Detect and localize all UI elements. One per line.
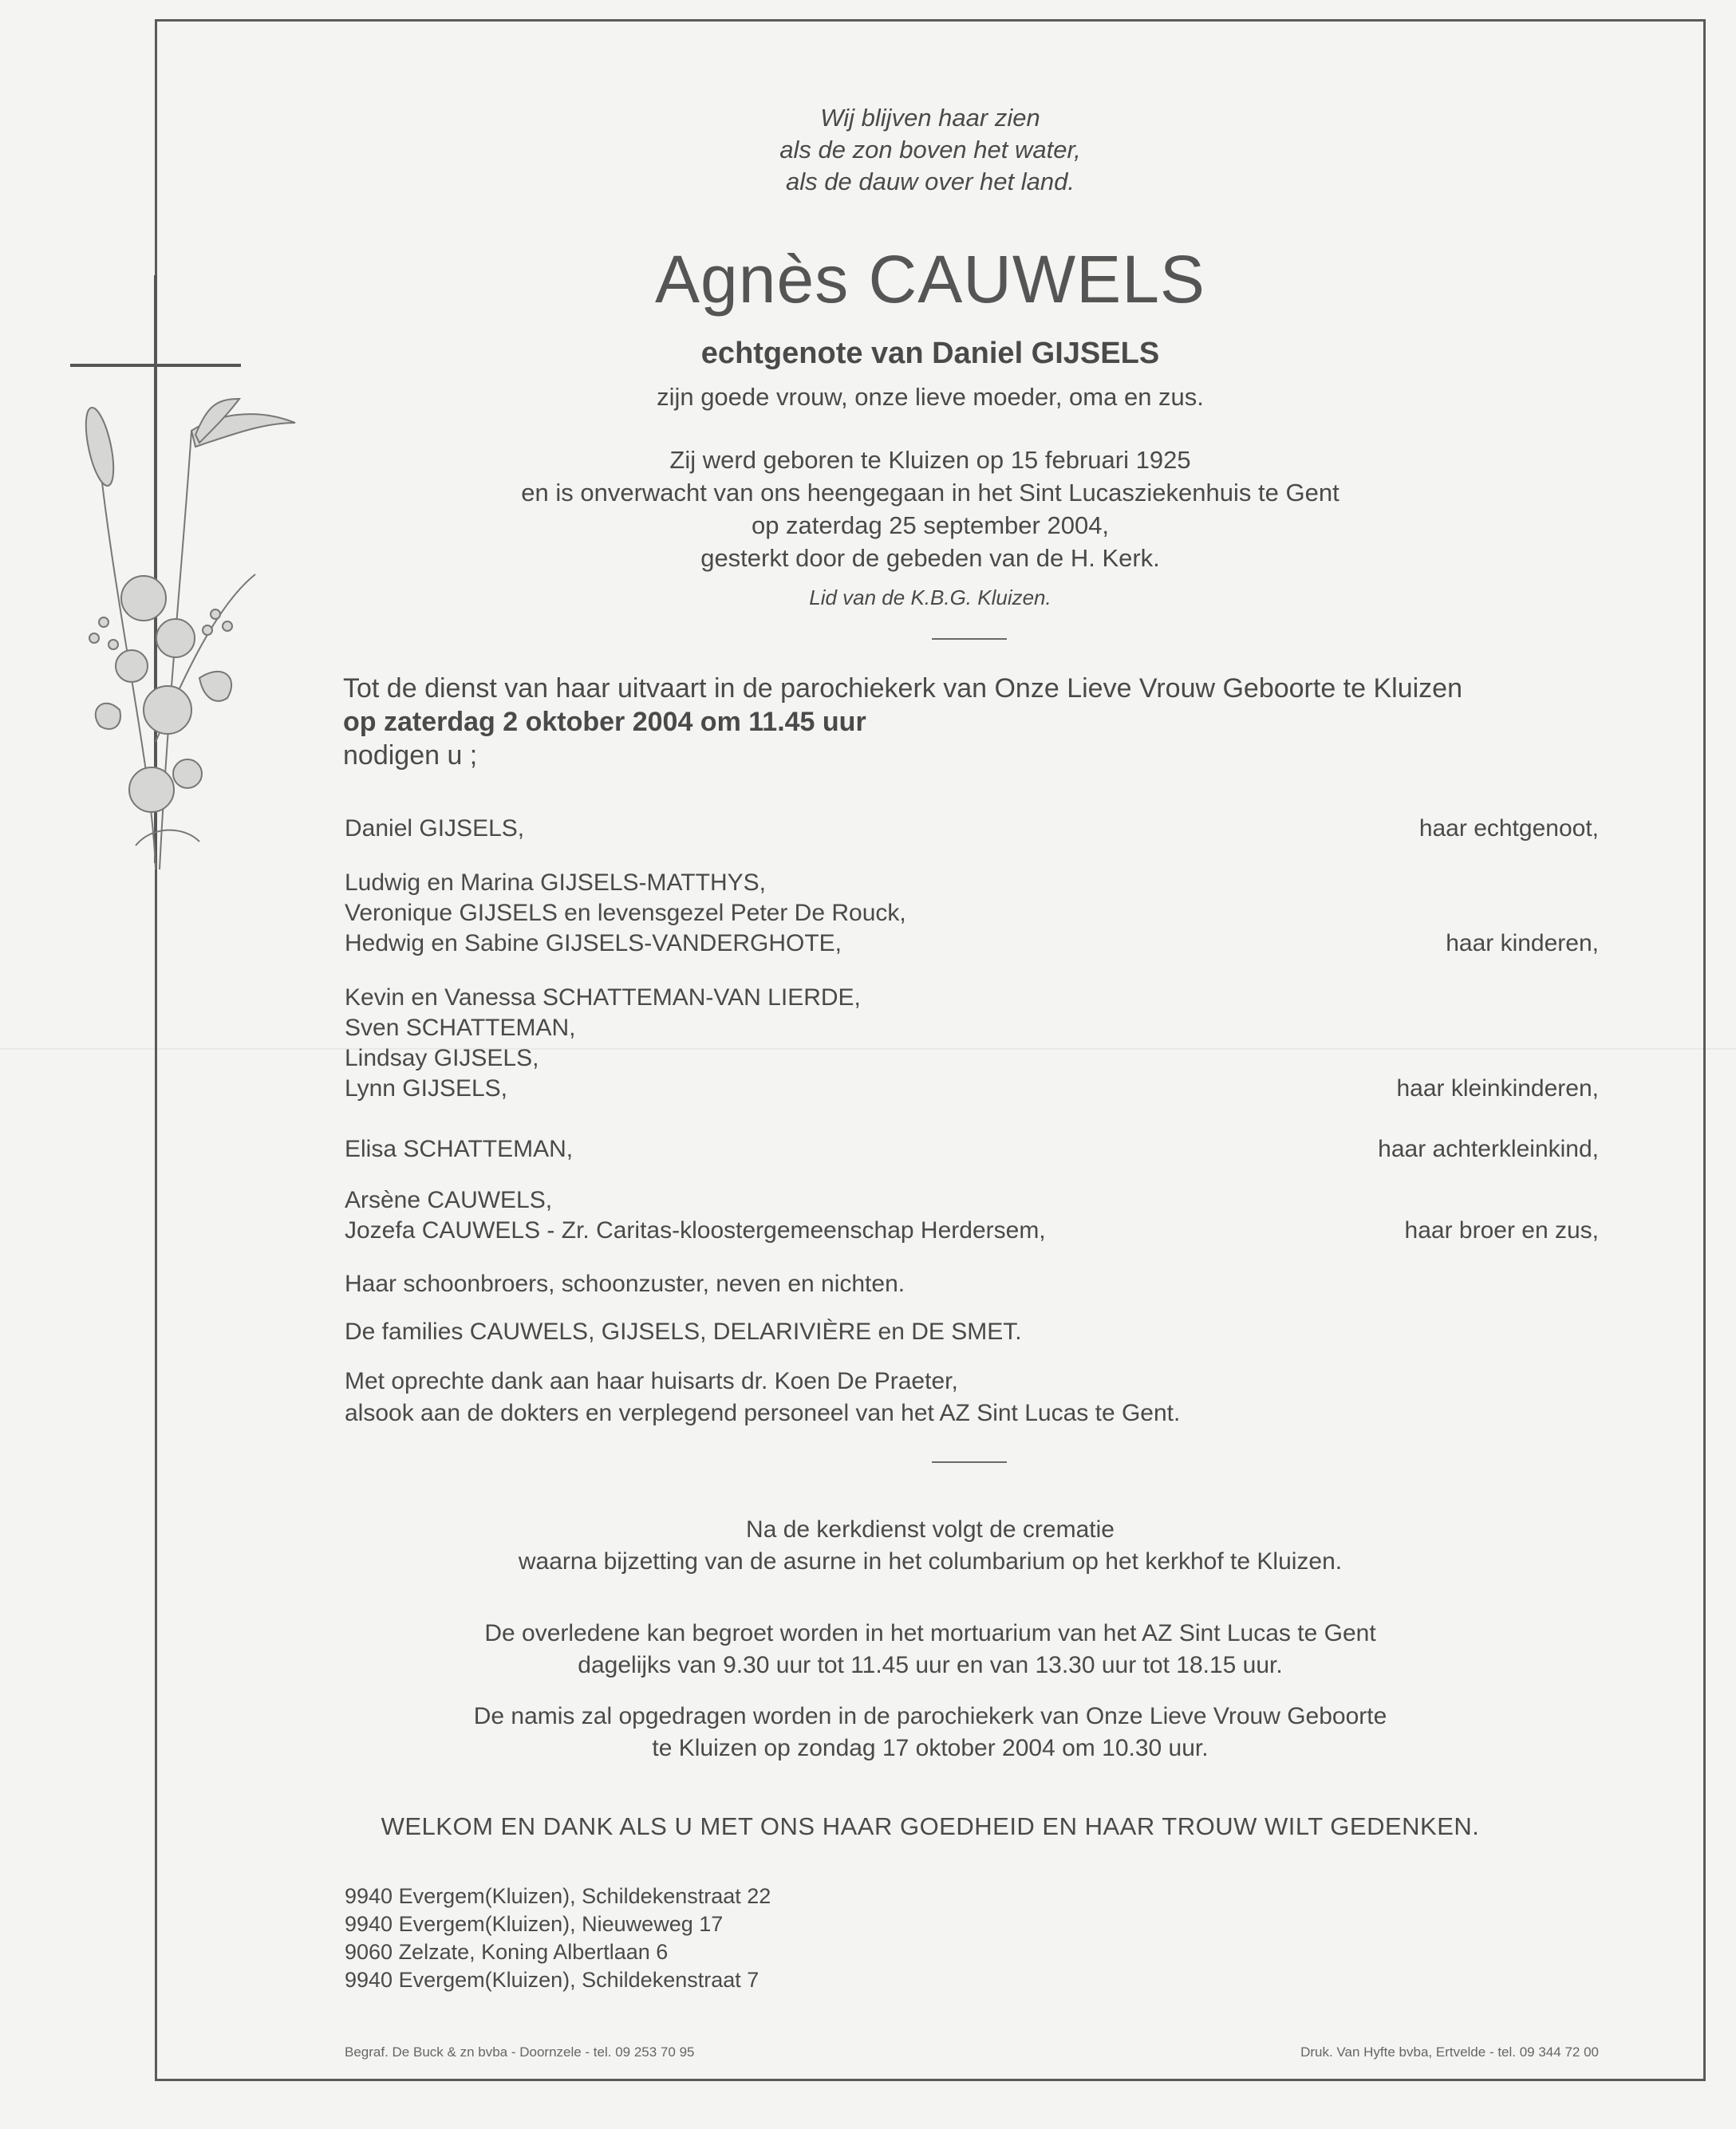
address-line: 9940 Evergem(Kluizen), Schildekenstraat 7 [345, 1968, 760, 1992]
invitation-line: Tot de dienst van haar uitvaart in de parochiekerk van Onze Lieve Vrouw Geboorte te Kluizen [343, 673, 1462, 704]
funeral-date: op zaterdag 2 oktober 2004 om 11.45 uur [343, 707, 866, 737]
poem [155, 102, 1706, 198]
family-group-spouse [345, 814, 524, 844]
birth-death-line: Zij werd geboren te Kluizen op 15 februari 1925 [669, 446, 1191, 474]
address-line: 9940 Evergem(Kluizen), Nieuweweg 17 [345, 1912, 724, 1936]
address-list [345, 1883, 771, 1994]
birth-death-text [155, 444, 1706, 574]
relation-label: haar echtgenoot, [1418, 815, 1599, 842]
thanks-line: alsook aan de dokters en verplegend personeel van het AZ Sint Lucas te Gent. [345, 1400, 1181, 1426]
relation-label: haar broer en zus, [1404, 1217, 1599, 1244]
viewing-line: dagelijks van 9.30 uur tot 11.45 uur en van 13.30 uur tot 18.15 uur. [578, 1652, 1283, 1678]
poem-line: Wij blijven haar zien [820, 104, 1040, 132]
family-group-great-grandchild [345, 1134, 573, 1165]
birth-death-line: gesterkt door de gebeden van de H. Kerk. [700, 544, 1160, 572]
printer-credit: Druk. Van Hyfte bvba, Ertvelde - tel. 09 344 72 00 [1300, 2044, 1599, 2060]
memorial-mass-line: te Kluizen op zondag 17 oktober 2004 om 10.30 uur. [652, 1735, 1209, 1761]
poem-line: als de dauw over het land. [786, 168, 1075, 195]
cremation-text [155, 1514, 1706, 1578]
cremation-line: Na de kerkdienst volgt de crematie [746, 1516, 1115, 1543]
memorial-mass-line: De namis zal opgedragen worden in de parochiekerk van Onze Lieve Vrouw Geboorte [473, 1703, 1387, 1729]
relation-label: haar achterkleinkind, [1378, 1136, 1599, 1162]
invitation-line: nodigen u ; [343, 740, 478, 771]
separator-rule [932, 638, 1007, 640]
birth-death-line: en is onverwacht van ons heengegaan in het Sint Lucasziekenhuis te Gent [521, 479, 1339, 507]
spouse-line: echtgenote van Daniel GIJSELS [700, 337, 1160, 370]
family-member: Jozefa CAUWELS - Zr. Caritas-kloostergemeenschap Herdersem, [345, 1217, 1046, 1244]
thanks-text [345, 1366, 1180, 1429]
relation-label: haar kleinkinderen, [1396, 1075, 1599, 1102]
extended-family-line: Haar schoonbroers, schoonzuster, neven en nichten. [345, 1271, 905, 1297]
viewing-line: De overledene kan begroet worden in het mortuarium van het AZ Sint Lucas te Gent [484, 1620, 1376, 1646]
family-member: Veronique GIJSELS en levensgezel Peter De Rouck, [345, 900, 906, 926]
family-member: Hedwig en Sabine GIJSELS-VANDERGHOTE, [345, 930, 842, 956]
address-line: 9940 Evergem(Kluizen), Schildekenstraat 22 [345, 1884, 771, 1908]
family-member: Elisa SCHATTEMAN, [345, 1136, 574, 1162]
family-member: Lynn GIJSELS, [345, 1075, 507, 1102]
family-group-siblings [345, 1185, 1046, 1246]
deceased-name: Agnès CAUWELS [655, 242, 1205, 317]
family-member: Arsène CAUWELS, [345, 1187, 553, 1213]
family-group-grandchildren [345, 983, 861, 1104]
poem-line: als de zon boven het water, [779, 136, 1081, 164]
tagline: zijn goede vrouw, onze lieve moeder, oma en zus. [657, 383, 1204, 411]
family-member: Daniel GIJSELS, [345, 815, 525, 842]
family-member: Sven SCHATTEMAN, [345, 1015, 576, 1041]
family-member: Kevin en Vanessa SCHATTEMAN-VAN LIERDE, [345, 984, 861, 1011]
family-member: Ludwig en Marina GIJSELS-MATTHYS, [345, 869, 766, 896]
address-line: 9060 Zelzate, Koning Albertlaan 6 [345, 1940, 669, 1964]
families-line: De families CAUWELS, GIJSELS, DELARIVIÈRE en DE SMET. [345, 1319, 1022, 1345]
family-member: Lindsay GIJSELS, [345, 1045, 539, 1071]
funeral-invitation [343, 672, 1462, 772]
viewing-text [155, 1618, 1706, 1682]
memorial-mass-text [155, 1701, 1706, 1764]
relation-label: haar kinderen, [1446, 930, 1599, 956]
membership-line: Lid van de K.B.G. Kluizen. [809, 585, 1051, 609]
cremation-line: waarna bijzetting van de asurne in het columbarium op het kerkhof te Kluizen. [518, 1548, 1343, 1575]
thanks-line: Met oprechte dank aan haar huisarts dr. Koen De Praeter, [345, 1368, 958, 1394]
welcome-message: WELKOM EN DANK ALS U MET ONS HAAR GOEDHEID EN HAAR TROUW WILT GEDENKEN. [381, 1812, 1480, 1840]
undertaker-credit: Begraf. De Buck & zn bvba - Doornzele - tel. 09 253 70 95 [345, 2044, 695, 2060]
birth-death-line: op zaterdag 25 september 2004, [751, 511, 1110, 539]
separator-rule [932, 1461, 1007, 1463]
family-group-children [345, 868, 906, 959]
